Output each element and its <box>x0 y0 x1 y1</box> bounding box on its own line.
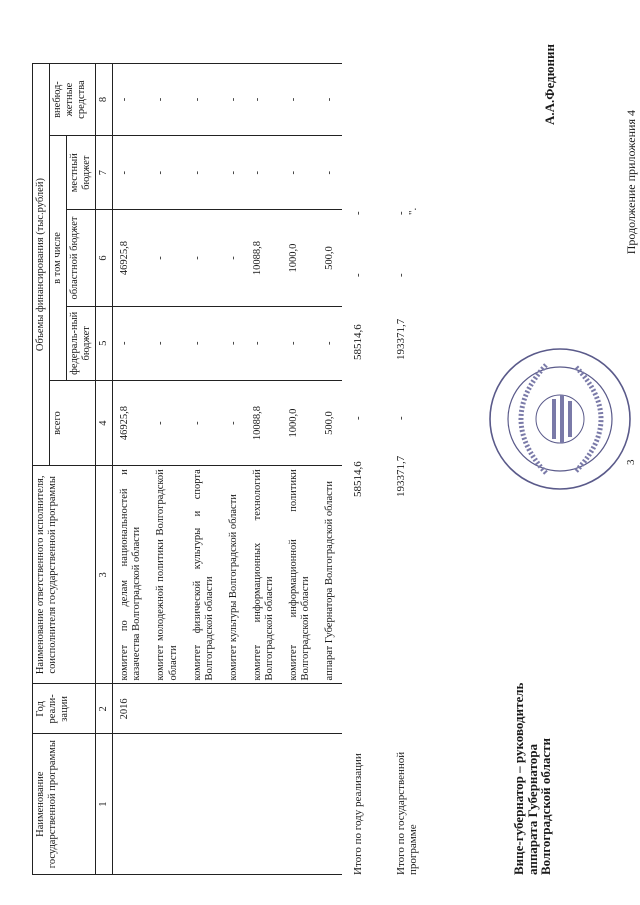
cell-local: - <box>113 136 150 210</box>
cell-local: - <box>282 136 318 210</box>
cell-executor: комитет по делам национальностей и казачества Волгоградской области <box>113 466 150 684</box>
cell-total: - <box>186 380 222 465</box>
header-executor: Наименование ответственного исполнителя, соисполнителя государственной программы <box>33 466 96 684</box>
cell-year <box>186 684 222 734</box>
cell-regional: - <box>149 210 185 306</box>
funding-table <box>32 63 342 875</box>
official-stamp <box>486 345 634 493</box>
total-local: - <box>352 273 364 277</box>
cell-program <box>318 734 342 875</box>
table-row <box>186 64 222 875</box>
col-number-4: 4 <box>96 380 113 465</box>
cell-executor: комитет информационной политики Волгоградской области <box>282 466 318 684</box>
header-program: Наименование государственной программы <box>33 734 96 875</box>
cell-total: 500,0 <box>318 380 342 465</box>
cell-year <box>149 684 185 734</box>
cell-local: - <box>149 136 185 210</box>
header-extra: внебюд-жетные средства <box>50 64 96 136</box>
cell-federal: - <box>246 306 282 380</box>
cell-federal: - <box>149 306 185 380</box>
cell-extra: - <box>149 64 185 136</box>
col-number-6: 6 <box>96 210 113 306</box>
col-number-7: 7 <box>96 136 113 210</box>
header-local: местный бюджет <box>67 136 96 210</box>
cell-federal: - <box>282 306 318 380</box>
signature-name: А.А.Федюнин <box>542 43 557 125</box>
total-label: Итого по государственной программе <box>395 751 419 875</box>
cell-extra: - <box>318 64 342 136</box>
header-funding: Объемы финансирования (тыс.рублей) <box>33 64 50 466</box>
cell-total: 1000,0 <box>282 380 318 465</box>
cell-year <box>222 684 246 734</box>
cell-total: 46925,8 <box>113 380 150 465</box>
cell-executor: комитет молодежной политики Волгоградской области <box>149 466 185 684</box>
total-regional: 193371,7 <box>395 318 407 360</box>
header-federal: федераль-ный бюджет <box>67 306 96 380</box>
cell-federal: - <box>113 306 150 380</box>
cell-federal: - <box>222 306 246 380</box>
col-number-5: 5 <box>96 306 113 380</box>
total-federal: - <box>352 416 364 420</box>
col-number-1: 1 <box>96 734 113 875</box>
cell-extra: - <box>246 64 282 136</box>
table-row <box>282 64 318 875</box>
cell-executor: комитет физической культуры и спорта Волгоградской области <box>186 466 222 684</box>
total-extra: -". <box>395 207 419 215</box>
cell-regional: 1000,0 <box>282 210 318 306</box>
table-body <box>113 64 342 875</box>
continuation-label: Продолжение приложения 4 <box>624 110 638 255</box>
table-row <box>222 64 246 875</box>
col-number-8: 8 <box>96 64 113 136</box>
cell-executor: аппарат Губернатора Волгоградской области <box>318 466 342 684</box>
cell-extra: - <box>186 64 222 136</box>
table-row <box>318 64 342 875</box>
signature-title-1: Вице-губернатор – руководитель <box>511 682 526 875</box>
col-number-3: 3 <box>96 466 113 684</box>
cell-program <box>186 734 222 875</box>
total-regional: 58514,6 <box>352 324 364 360</box>
cell-program <box>222 734 246 875</box>
cell-program <box>113 734 150 875</box>
cell-regional: 500,0 <box>318 210 342 306</box>
cell-local: - <box>318 136 342 210</box>
cell-extra: - <box>222 64 246 136</box>
header-including: в том числе <box>50 136 67 381</box>
cell-federal: - <box>318 306 342 380</box>
total-local: - <box>395 273 407 277</box>
cell-local: - <box>246 136 282 210</box>
total-federal: - <box>395 416 407 420</box>
total-total: 193371,7 <box>395 455 407 497</box>
cell-regional: 46925,8 <box>113 210 150 306</box>
total-label: Итого по году реализации <box>352 753 364 875</box>
cell-extra: - <box>113 64 150 136</box>
page-number: 3 <box>625 459 637 465</box>
cell-total: 10088,8 <box>246 380 282 465</box>
cell-executor: комитет информационных технологий Волгоградской области <box>246 466 282 684</box>
cell-program <box>149 734 185 875</box>
header-year: Год реали-зации <box>33 684 96 734</box>
cell-regional: - <box>186 210 222 306</box>
cell-executor: комитет культуры Волгоградской области <box>222 466 246 684</box>
cell-extra: - <box>282 64 318 136</box>
signature-title-3: Волгоградской области <box>538 737 554 875</box>
table-row <box>149 64 185 875</box>
table-row <box>246 64 282 875</box>
cell-regional: - <box>222 210 246 306</box>
cell-local: - <box>222 136 246 210</box>
total-extra: - <box>352 211 364 215</box>
cell-program <box>246 734 282 875</box>
cell-regional: 10088,8 <box>246 210 282 306</box>
signature-title-2: аппарата Губернатора <box>524 743 540 875</box>
cell-year: 2016 <box>113 684 150 734</box>
header-total: всего <box>50 380 96 465</box>
cell-total: - <box>149 380 185 465</box>
header-regional: областной бюджет <box>67 210 96 306</box>
cell-year <box>318 684 342 734</box>
cell-year <box>246 684 282 734</box>
cell-program <box>282 734 318 875</box>
total-total: 58514,6 <box>352 461 364 497</box>
cell-total: - <box>222 380 246 465</box>
col-number-2: 2 <box>96 684 113 734</box>
cell-year <box>282 684 318 734</box>
table-row <box>113 64 150 875</box>
cell-local: - <box>186 136 222 210</box>
cell-federal: - <box>186 306 222 380</box>
